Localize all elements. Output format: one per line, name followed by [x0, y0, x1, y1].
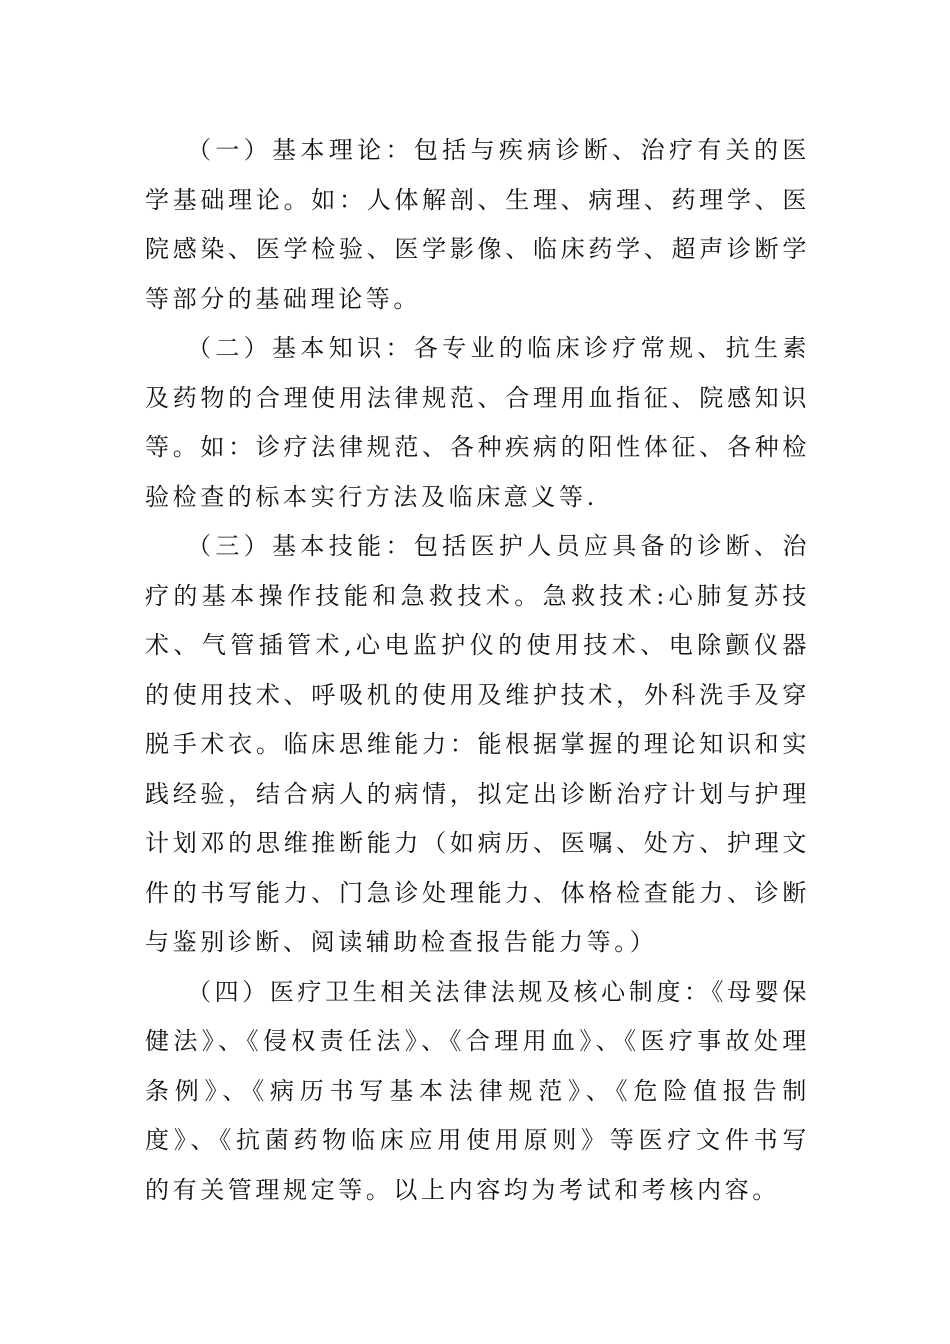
paragraph-laws-and-regulations: （四）医疗卫生相关法律法规及核心制度：《母婴保健法》、《侵权责任法》、《合理用血》、《医疗事故处理条例》、《病历书写基本法律规范》、《危险值报告制度》、《抗菌药物临床应用使用原则》等医疗文件书写的有关管理规定等。以上内容均为考试和考核内容。	[145, 977, 810, 1204]
paragraph-basic-knowledge: （二）基本知识：各专业的临床诊疗常规、抗生素及药物的合理使用法律规范、合理用血指征、院感知识等。如：诊疗法律规范、各种疾病的阳性体征、各种检验检查的标本实行方法及临床意义等.	[145, 334, 810, 511]
document-body	[145, 126, 810, 1215]
paragraph-basic-skills: （三）基本技能：包括医护人员应具备的诊断、治疗的基本操作技能和急救技术。急救技术:心肺复苏技术、气管插管术,心电监护仪的使用技术、电除颤仪器的使用技术、呼吸机的使用及维护技术，外科洗手及穿脱手术衣。临床思维能力：能根据掌握的理论知识和实践经验，结合病人的病情，拟定出诊断治疗计划与护理计划邓的思维推断能力（如病历、医嘱、处方、护理文件的书写能力、门急诊处理能力、体格检查能力、诊断与鉴别诊断、阅读辅助检查报告能力等。）	[145, 532, 810, 956]
paragraph-basic-theory: （一）基本理论：包括与疾病诊断、治疗有关的医学基础理论。如：人体解剖、生理、病理、药理学、医院感染、医学检验、医学影像、临床药学、超声诊断学等部分的基础理论等。	[145, 136, 810, 313]
